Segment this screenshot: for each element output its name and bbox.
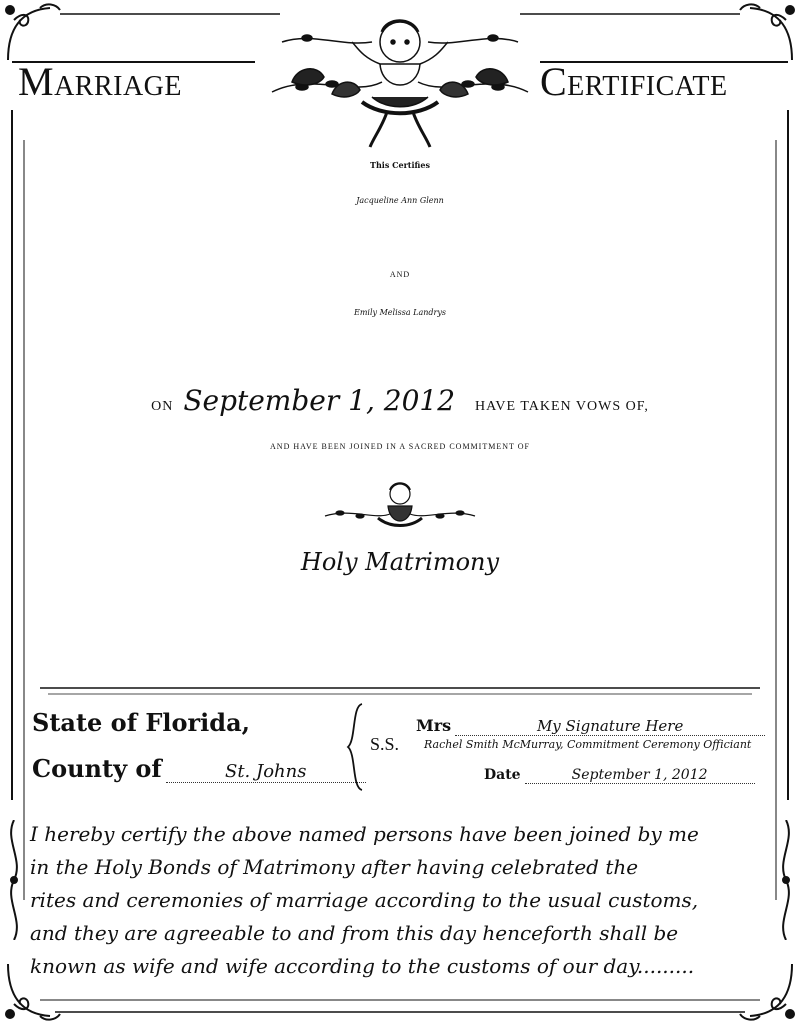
- officiant-signature: My Signature Here: [455, 717, 765, 736]
- officiant-date-label: Date: [484, 767, 521, 783]
- small-cherub-icon: [320, 478, 480, 540]
- bracket-icon: [344, 702, 368, 792]
- ss-label: S.S.: [370, 734, 400, 754]
- county-label: County of: [32, 754, 162, 783]
- officiant-title: Mrs: [416, 716, 452, 735]
- certification-line: and they are agreeable to and from this day henceforth shall be: [30, 921, 679, 945]
- header-right-word: Certificate: [540, 59, 728, 104]
- date-prefix: ON: [151, 399, 174, 414]
- header-left-word: Marriage: [18, 59, 183, 104]
- side-flourish-icon: [774, 820, 798, 940]
- party-one-name: Jacqueline Ann Glenn: [356, 196, 444, 205]
- cherub-with-doves-icon: [262, 2, 538, 152]
- officiant-signature-line: [416, 716, 765, 736]
- certification-line: in the Holy Bonds of Matrimony after having celebrated the: [30, 855, 639, 879]
- state-label: State of Florida,: [32, 708, 250, 737]
- corner-flourish-icon: [730, 954, 800, 1024]
- officiant-date-value: September 1, 2012: [525, 767, 755, 784]
- commitment-line: AND HAVE BEEN JOINED IN A SACRED COMMITMENT OF: [270, 442, 530, 451]
- intro-text: This Certifies: [370, 160, 430, 170]
- side-flourish-icon: [2, 820, 26, 940]
- party-two-name: Emily Melissa Landrys: [354, 308, 446, 317]
- certification-line: rites and ceremonies of marriage according to the usual customs,: [30, 888, 699, 912]
- county-value: St. Johns: [166, 761, 366, 783]
- conjunction-text: AND: [389, 270, 411, 279]
- date-line: [0, 384, 800, 417]
- date-suffix: HAVE TAKEN VOWS OF,: [475, 399, 649, 414]
- county-line: [32, 754, 366, 783]
- officiant-name: Rachel Smith McMurray, Commitment Ceremony Officiant: [424, 738, 752, 751]
- officiant-date-line: [484, 766, 755, 784]
- certification-line: I hereby certify the above named persons have been joined by me: [30, 822, 699, 846]
- ceremony-title: Holy Matrimony: [300, 548, 500, 576]
- ceremony-date: September 1, 2012: [183, 384, 456, 417]
- certification-line: known as wife and wife according to the customs of our day.........: [30, 954, 695, 978]
- corner-flourish-icon: [730, 0, 800, 70]
